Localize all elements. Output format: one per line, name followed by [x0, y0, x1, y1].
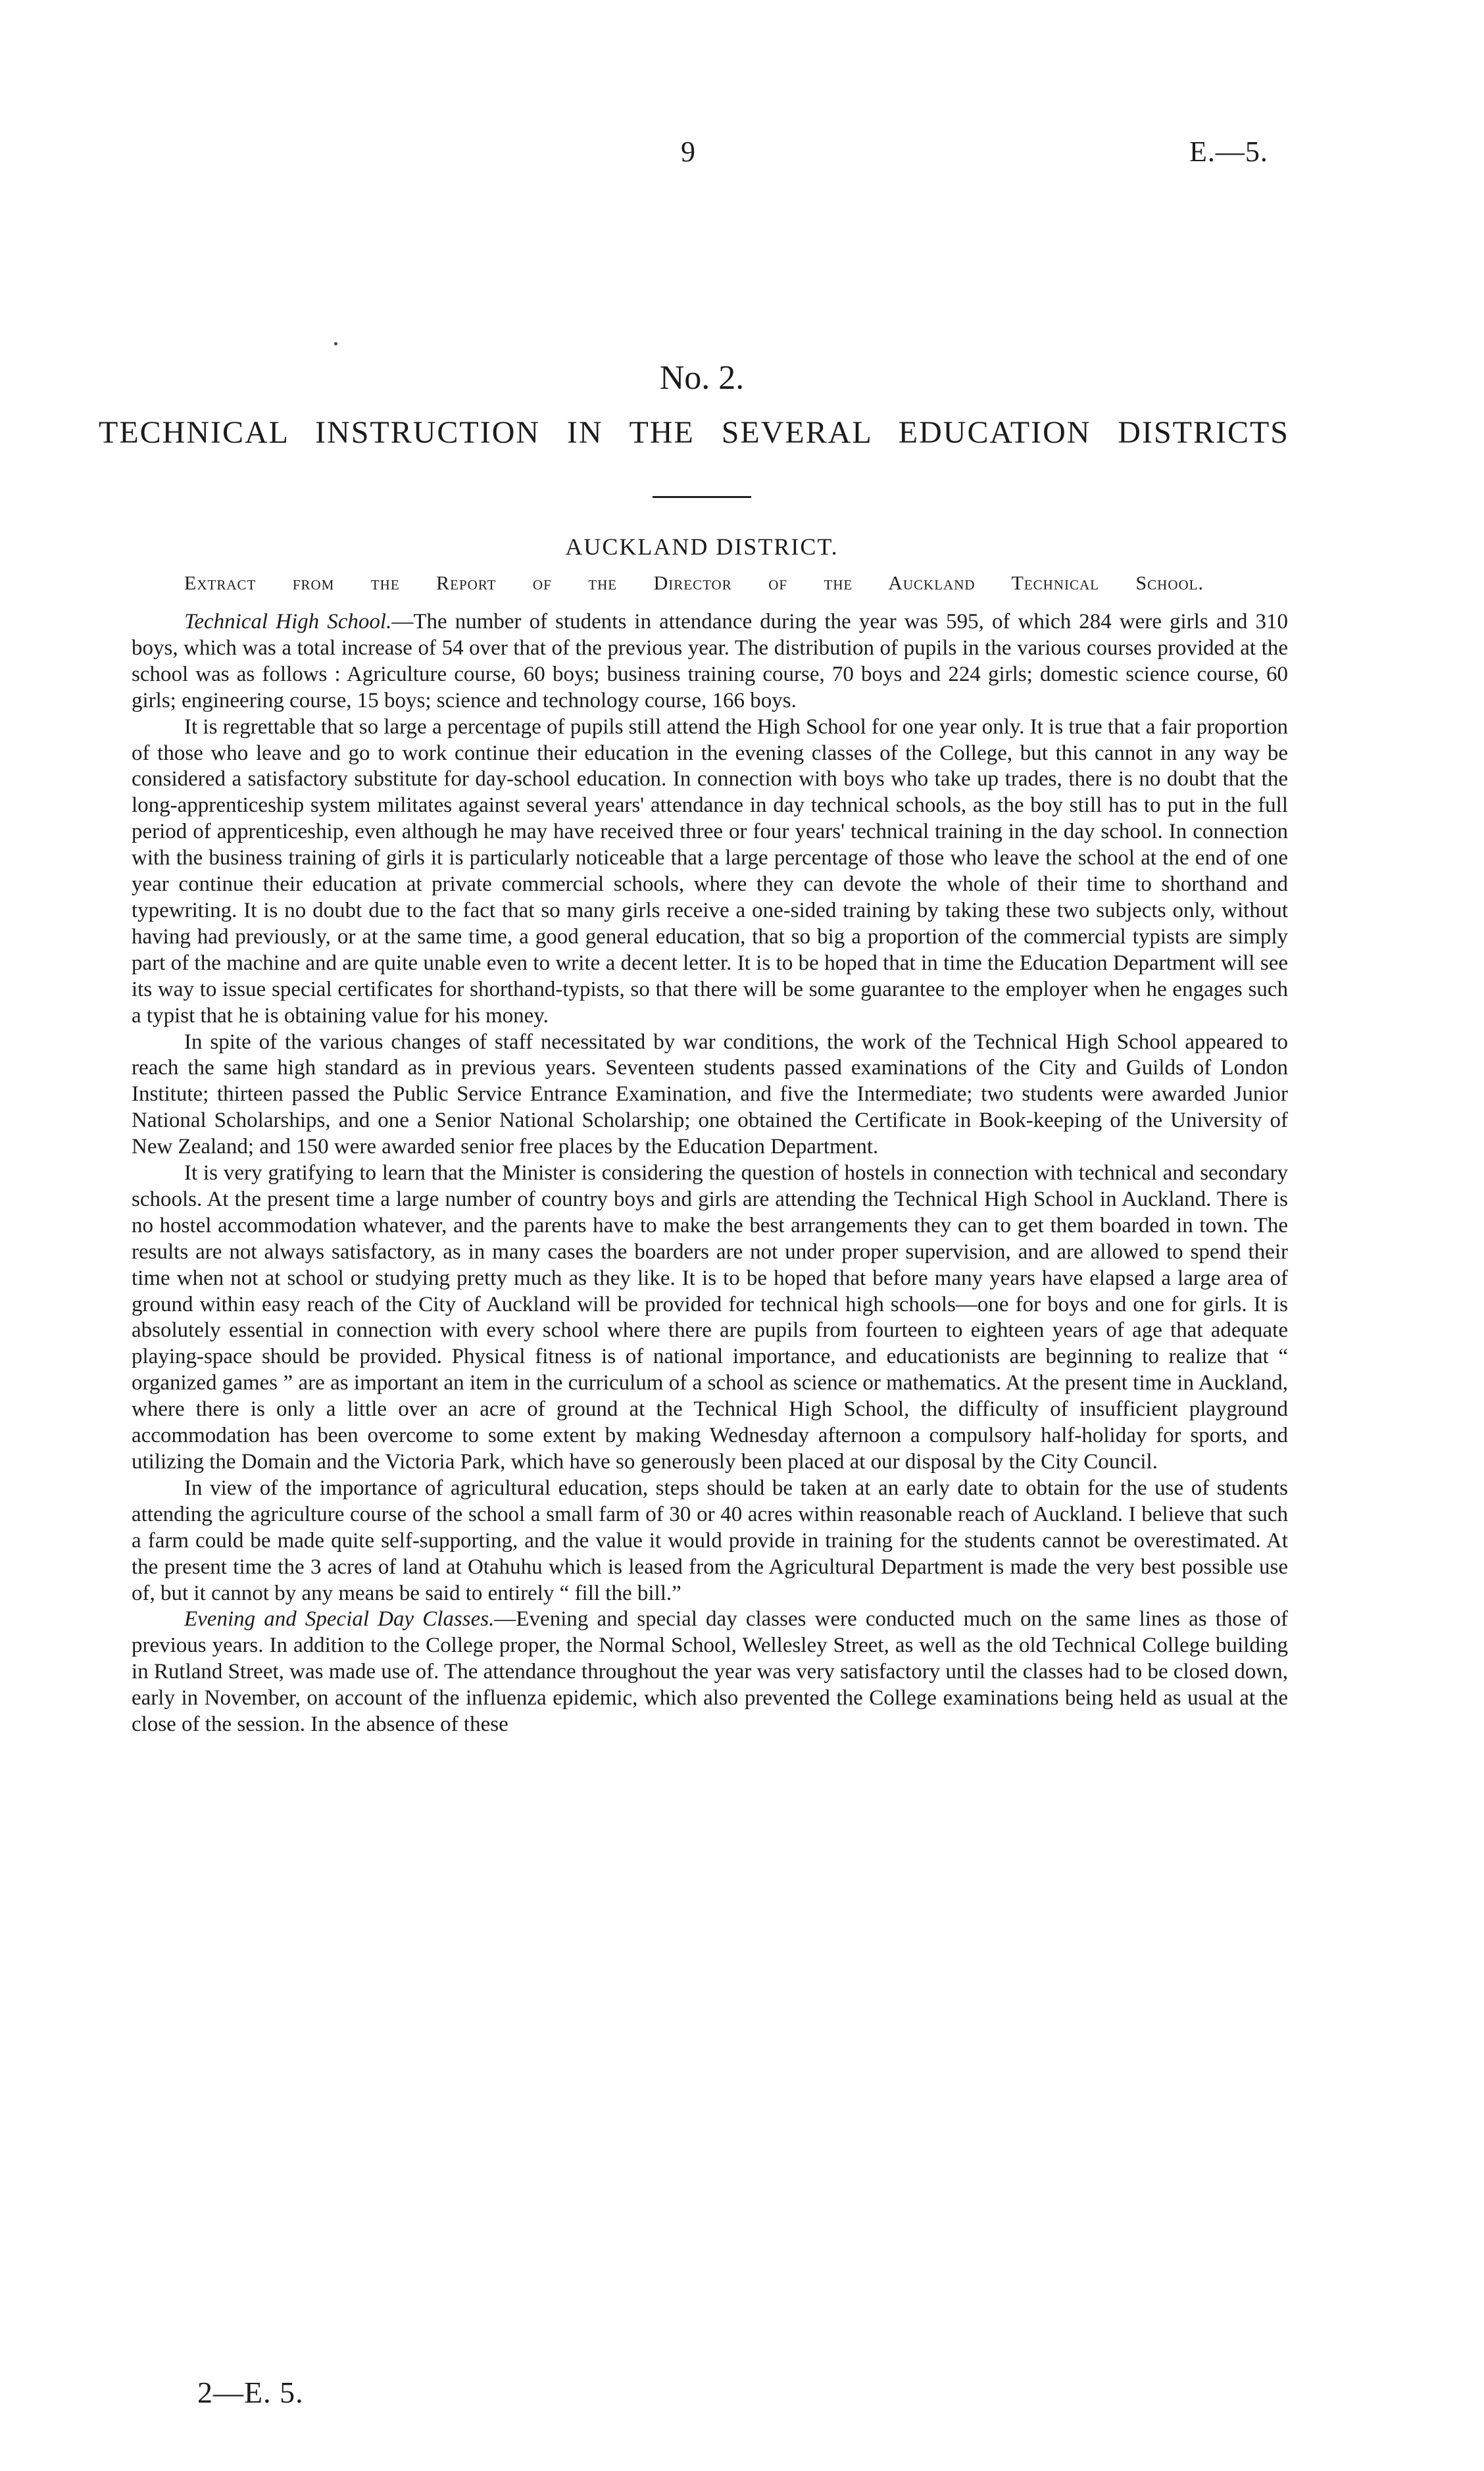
- paragraph-hostels: [132, 1161, 1288, 1476]
- title-divider: [653, 496, 751, 498]
- paragraph-text: It is regrettable that so large a percentage of pupils still attend the High School for one year only. It is true that a fair proportion of those who leave and go to work continue their education in the evening classes of the College, but this cannot in any way be considered a satisfactory substitute for day-school education. In connection with boys who take up trades, there is no doubt that the long-apprenticeship system militates against several years' attendance in day technical schools, as the boy still has to put in the full period of apprenticeship, even although he may have received three or four years' technical training in the day school. In connection with the business training of girls it is particularly noticeable that a large percentage of those who leave the school at the end of one year continue their education at private commercial schools, where they can devote the whole of their time to shorthand and typewriting. It is no doubt due to the fact that so many girls receive a one-sided training by taking these two subjects only, without having had previously, or at the same time, a good general education, that so big a proportion of the commercial typists are simply part of the machine and are quite unable even to write a decent letter. It is to be hoped that in time the Education Department will see its way to issue special certificates for shorthand-typists, so that there will be some guarantee to the employer when he engages such a typist that he is obtaining value for his money.: [132, 714, 1288, 1028]
- report-body: [132, 609, 1288, 1738]
- extract-heading: Extract from the Report of the Director of the Auckland Technical School.: [184, 572, 1204, 594]
- paragraph-attendance: [132, 714, 1288, 1030]
- paragraph-text: In view of the importance of agricultural education, steps should be taken at an early date to obtain for the use of students attending the agriculture course of the school a small farm of 30 or 40 acres within reasonable reach of Auckland. I believe that such a farm could be made quite self-supporting, and the value it would provide in training for the students cannot be overestimated. At the present time the 3 acres of land at Otahuhu which is leased from the Agricultural Department is made the very best possible use of, but it cannot by any means be said to entirely “ fill the bill.”: [132, 1476, 1288, 1605]
- paragraph-text: In spite of the various changes of staff necessitated by war conditions, the work of the Technical High School appeared to reach the same high standard as in previous years. Seventeen students passed examinations of the City and Guilds of London Institute; thirteen passed the Public Service Entrance Examination, and five the Intermediate; two students were awarded Junior National Scholarships, and one a Senior National Scholarship; one obtained the Certificate in Book-keeping of the University of New Zealand; and 150 were awarded senior free places by the Education Department.: [132, 1030, 1288, 1159]
- paragraph-technical-high-school: [132, 609, 1288, 714]
- signature-mark: 2—E. 5.: [197, 2376, 304, 2409]
- paragraph-agriculture: [132, 1476, 1288, 1607]
- paragraph-text: It is very gratifying to learn that the Minister is considering the question of hostels in connection with technical and secondary schools. At the present time a large number of country boys and girls are attending the Technical High School in Auckland. There is no hostel accommodation whatever, and the parents have to make the best arrangements they can to get them boarded in town. The results are not always satisfactory, as in many cases the boarders are not under proper supervision, and are allowed to spend their time when not at school or studying pretty much as they like. It is to be hoped that before many years have elapsed a large area of ground within easy reach of the City of Auckland will be provided for technical high schools—one for boys and one for girls. It is absolutely essential in connection with every school where there are pupils from fourteen to eighteen years of age that adequate playing-space should be provided. Physical fitness is of national importance, and educationists are beginning to realize that “ organized games ” are as important an item in the curriculum of a school as science or mathematics. At the present time in Auckland, where there is only a little over an acre of ground at the Technical High School, the difficulty of insufficient playground accommodation has been overcome to some extent by making Wednesday afternoon a compulsory half-holiday for sports, and utilizing the Domain and the Victoria Park, which have so generously been placed at our disposal by the City Council.: [132, 1161, 1288, 1474]
- paragraph-evening-classes: [132, 1607, 1288, 1738]
- series-code: E.—5.: [1189, 136, 1268, 168]
- scan-speck: [334, 342, 337, 345]
- document-title: TECHNICAL INSTRUCTION IN THE SEVERAL EDUCATION DISTRICTS: [99, 415, 1289, 450]
- paragraph-heading: Evening and Special Day Classes.: [184, 1607, 495, 1632]
- document-number: No. 2.: [659, 359, 745, 397]
- paragraph-text: —Evening and special day classes were conducted much on the same lines as those of previous years. In addition to the College proper, the Normal School, Wellesley Street, as well as the old Technical College building in Rutland Street, was made use of. The attendance throughout the year was very satisfactory until the classes had to be closed down, early in November, on account of the influenza epidemic, which also prevented the College examinations being held as usual at the close of the session. In the absence of these: [132, 1607, 1288, 1737]
- district-heading: AUCKLAND DISTRICT.: [565, 534, 839, 560]
- paragraph-text: —The number of students in attendance during the year was 595, of which 284 were girls and 310 boys, which was a total increase of 54 over that of the previous year. The distribution of pupils in the various courses provided at the school was as follows : Agriculture course, 60 boys; business training course, 70 boys and 224 girls; domestic science course, 60 girls; engineering course, 15 boys; science and technology course, 166 boys.: [132, 610, 1289, 712]
- paragraph-heading: Technical High School.: [184, 610, 392, 634]
- page-number: 9: [681, 136, 695, 168]
- paragraph-examinations: [132, 1030, 1288, 1161]
